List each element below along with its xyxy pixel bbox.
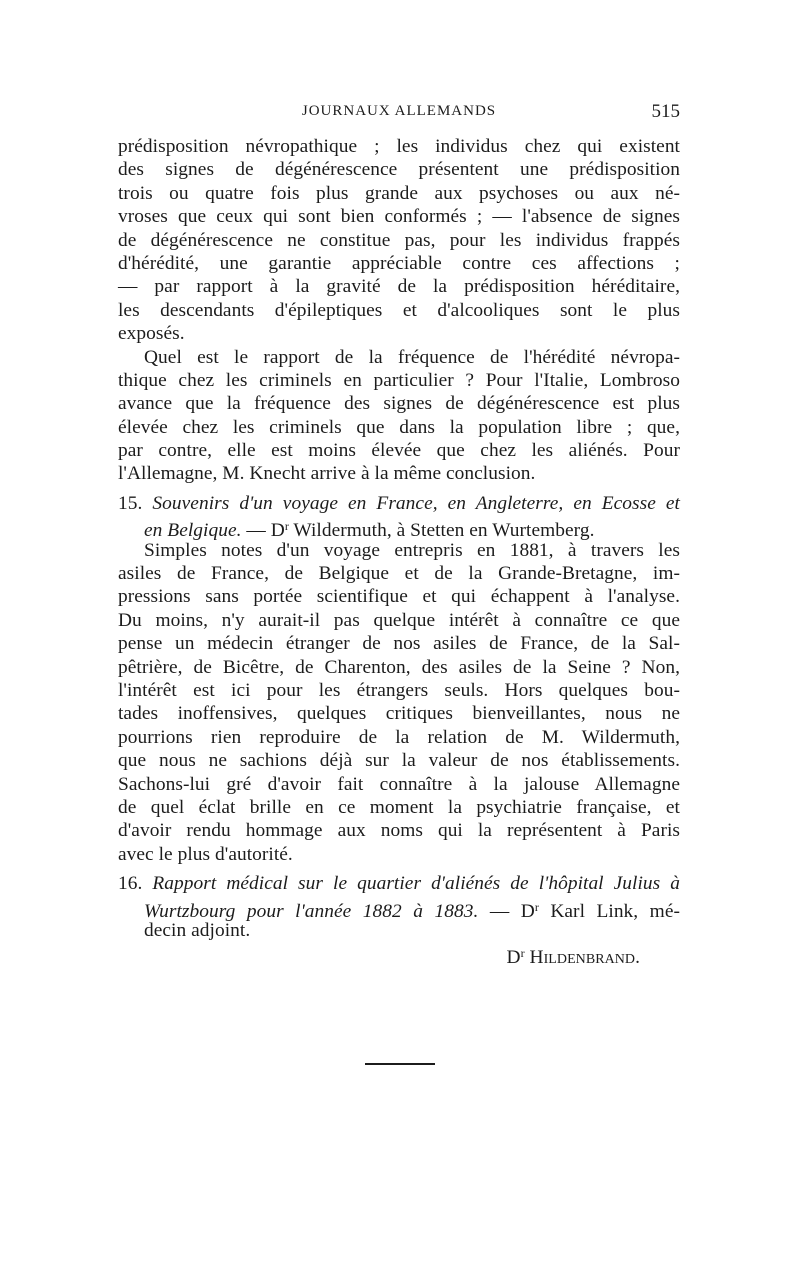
running-title: JOURNAUX ALLEMANDS bbox=[301, 103, 497, 119]
text-line: par contre, elle est moins élevée que chez les aliénés. Pour bbox=[118, 440, 680, 462]
signature-sup: r bbox=[520, 946, 525, 961]
author-prefix: — D bbox=[241, 520, 285, 542]
text-line: pense un médecin étranger de nos asiles de France, de la Sal- bbox=[118, 633, 680, 655]
item-16-heading-cont bbox=[118, 896, 680, 922]
text-line: d'avoir rendu hommage aux noms qui la représentent à Paris bbox=[118, 820, 680, 842]
text-line: avec le plus d'autorité. bbox=[118, 843, 293, 865]
signature-prefix: D bbox=[506, 947, 521, 969]
text-line: exposés. bbox=[118, 323, 185, 345]
text-line: l'Allemagne, M. Knecht arrive à la même conclusion. bbox=[118, 463, 536, 485]
author-prefix: — D bbox=[478, 900, 535, 922]
signature-name: Hildenbrand. bbox=[529, 947, 640, 969]
item-title-cont: en Belgique. bbox=[144, 520, 242, 542]
author-sup: r bbox=[284, 519, 289, 534]
text-line: de quel éclat brille en ce moment la psychiatrie française, et bbox=[118, 796, 680, 818]
text-line: de dégénérescence ne constitue pas, pour les individus frappés bbox=[118, 229, 680, 251]
item-number: 15. bbox=[118, 492, 143, 514]
text-line: — par rapport à la gravité de la prédisposition héréditaire, bbox=[118, 276, 680, 298]
text-line: vroses que ceux qui sont bien conformés ; — l'absence de signes bbox=[118, 206, 680, 228]
text-line: trois ou quatre fois plus grande aux psychoses ou aux né- bbox=[118, 182, 680, 204]
item-author: Karl Link, mé- bbox=[538, 900, 680, 922]
text-line: thique chez les criminels en particulier ? Pour l'Italie, Lombroso bbox=[118, 369, 680, 391]
text-line: que nous ne sachions déjà sur la valeur de nos établissements. bbox=[118, 750, 680, 772]
text-line: pressions sans portée scientifique et qui échappent à l'analyse. bbox=[118, 586, 680, 608]
author-sup: r bbox=[534, 899, 539, 914]
body-text bbox=[118, 135, 680, 969]
page-number: 515 bbox=[651, 101, 680, 122]
item-title: Rapport médical sur le quartier d'aliénés de l'hôpital Julius à bbox=[152, 873, 680, 895]
text-line: d'hérédité, une garantie appréciable contre ces affections ; bbox=[118, 252, 680, 274]
text-line: prédisposition névropathique ; les individus chez qui existent bbox=[118, 136, 680, 157]
item-title: Souvenirs d'un voyage en France, en Angleterre, en Ecosse et bbox=[152, 492, 680, 514]
text-line: avance que la fréquence des signes de dégénérescence est plus bbox=[118, 393, 680, 415]
item-author: Wildermuth, à Stetten en Wurtemberg. bbox=[288, 520, 595, 542]
text-line: Simples notes d'un voyage entrepris en 1881, à travers les bbox=[144, 539, 680, 561]
text-line: pourrions rien reproduire de la relation de M. Wildermuth, bbox=[118, 726, 680, 748]
page-header bbox=[118, 103, 680, 127]
item-author-cont: decin adjoint. bbox=[144, 919, 251, 941]
text-line: pêtrière, de Bicêtre, de Charenton, des asiles de la Seine ? Non, bbox=[118, 656, 680, 678]
item-number: 16. bbox=[118, 873, 143, 895]
item-15-heading bbox=[118, 492, 680, 515]
end-rule bbox=[365, 1063, 435, 1065]
text-line: élevée chez les criminels que dans la population libre ; que, bbox=[118, 416, 680, 438]
text-line: Du moins, n'y aurait-il pas quelque intérêt à connaître ce que bbox=[118, 609, 680, 631]
text-line: tades inoffensives, quelques critiques bienveillantes, nous ne bbox=[118, 703, 680, 725]
item-15-heading-cont bbox=[118, 515, 680, 542]
text-line: Sachons-lui gré d'avoir fait connaître à la jalouse Allemagne bbox=[118, 773, 680, 795]
text-line: asiles de France, de Belgique et de la Grande-Bretagne, im- bbox=[118, 563, 680, 585]
text-line: Quel est le rapport de la fréquence de l'hérédité névropa- bbox=[144, 346, 680, 368]
text-line: l'intérêt est ici pour les étrangers seuls. Hors quelques bou- bbox=[118, 679, 680, 701]
signature bbox=[118, 942, 680, 969]
item-title-cont: Wurtzbourg pour l'année 1882 à 1883. bbox=[144, 900, 479, 922]
item-16-heading bbox=[118, 872, 680, 895]
text-line: les descendants d'épileptiques et d'alcooliques sont le plus bbox=[118, 299, 680, 321]
text-line: des signes de dégénérescence présentent une prédisposition bbox=[118, 159, 680, 181]
